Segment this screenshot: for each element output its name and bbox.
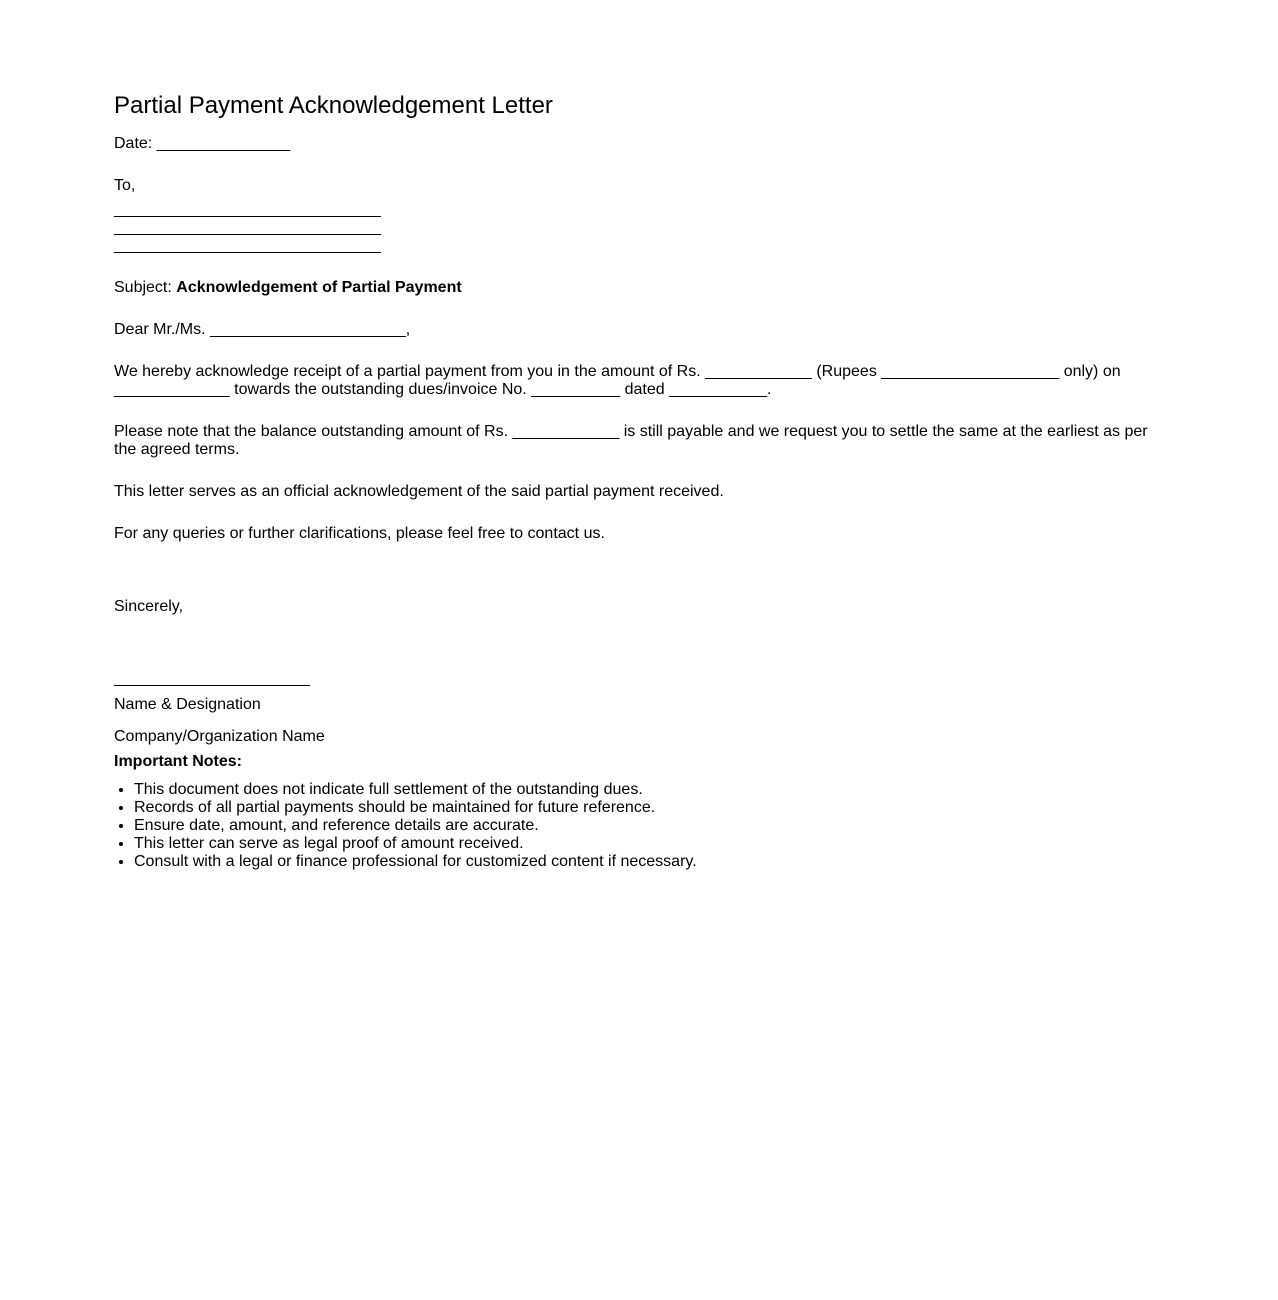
note-item: • Ensure date, amount, and reference details are accurate.	[134, 817, 1154, 835]
note-item: • This document does not indicate full settlement of the outstanding dues.	[134, 781, 1154, 799]
notes-list	[114, 781, 1154, 871]
signature-line: ______________________	[114, 670, 310, 687]
paragraph-balance: Please note that the balance outstanding amount of Rs. ____________ is still payable and we request you to settle the same at the earliest as per the agreed terms.	[114, 423, 1148, 458]
company-name: Company/Organization Name	[114, 728, 325, 745]
closing: Sincerely,	[114, 598, 184, 615]
page-title: Partial Payment Acknowledgement Letter	[114, 92, 553, 119]
address-line-2: ______________________________	[114, 219, 381, 236]
paragraph-official: This letter serves as an official acknowledgement of the said partial payment received.	[114, 483, 724, 500]
salutation: Dear Mr./Ms. ______________________,	[114, 321, 411, 338]
notes-title: Important Notes:	[114, 753, 242, 770]
note-item: • This letter can serve as legal proof of amount received.	[134, 835, 1154, 853]
important-notes	[114, 753, 1154, 871]
signature-block	[114, 598, 1154, 746]
note-item: • Consult with a legal or finance professional for customized content if necessary.	[134, 853, 1154, 871]
recipient-address	[114, 177, 1154, 255]
subject-text: Acknowledgement of Partial Payment	[176, 279, 462, 296]
note-item: • Records of all partial payments should be maintained for future reference.	[134, 799, 1154, 817]
subject-label: Subject:	[114, 279, 177, 296]
address-line-1: ______________________________	[114, 201, 381, 218]
address-line-3: ______________________________	[114, 237, 381, 254]
date-line: Date: _______________	[114, 135, 291, 152]
paragraph-payment-receipt: We hereby acknowledge receipt of a partial payment from you in the amount of Rs. ____________ (Rupees ____________________ only) on _____________ towards the outstanding dues/invoice No. __________ dated ___________.	[114, 363, 1121, 398]
paragraph-contact: For any queries or further clarifications, please feel free to contact us.	[114, 525, 605, 542]
name-designation: Name & Designation	[114, 696, 261, 713]
to-label: To,	[114, 177, 136, 194]
subject-line	[114, 279, 1154, 297]
